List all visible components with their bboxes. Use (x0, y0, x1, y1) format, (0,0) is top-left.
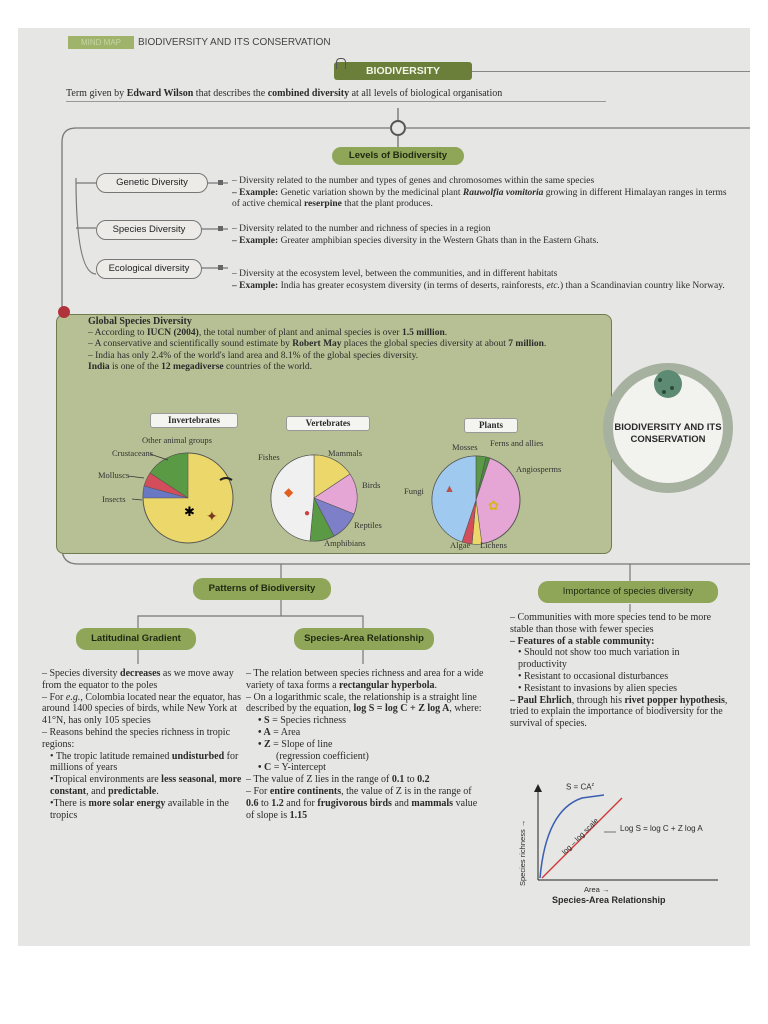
species-area-graph (512, 780, 732, 900)
sa-line-label: log – log scale (560, 816, 601, 857)
vertebrates-header: Vertebrates (286, 416, 370, 431)
plant-label-mosses: Mosses (452, 442, 478, 452)
plant-label-angiosperms: Angiosperms (516, 464, 562, 474)
patterns-pill: Patterns of Biodiversity (193, 578, 331, 600)
butterfly-icon: ✦ (206, 510, 218, 525)
sa-equation-label: Log S = log C + Z log A (620, 824, 703, 833)
vert-label-amphibians: Amphibians (324, 538, 366, 548)
species-diversity-text: – Diversity related to the number and richness of species in a region – Example: Greater amphibian species diversity in the Western Ghats than in the Eastern Ghats. (232, 224, 599, 246)
page-sheet (18, 28, 750, 946)
inv-label-other: Other animal groups (142, 435, 212, 445)
inv-label-insects: Insects (102, 494, 126, 504)
mind-map-tag: MIND MAP (68, 36, 134, 49)
species-area-text: – The relation between species richness and area for a wide variety of taxa forms a rectangular hyperbola. – On a logarithmic scale, the relationship is a straight line described by the equation, log S = log C + Z log A, where: • S = Species richness • A = Area • Z = Slope of line (regression coefficient) • C = Y-intercept – The value of Z lies in the range of 0.1 to 0.2 – For entire continents, the value of Z is in the range of 0.6 to 1.2 and for frugivorous birds and mammals value of slope is 1.15 (246, 668, 484, 821)
importance-pill: Importance of species diversity (538, 581, 718, 603)
invertebrates-header: Invertebrates (150, 413, 238, 428)
sa-ylabel: Species richness → (518, 819, 527, 886)
side-badge-text: BIODIVERSITY AND ITS CONSERVATION (614, 422, 722, 445)
plants-pie (426, 450, 526, 550)
plant-label-algae: Algae (450, 540, 471, 550)
species-area-pill: Species-Area Relationship (294, 628, 434, 650)
vert-label-fishes: Fishes (258, 452, 280, 462)
genetic-diversity-label: Genetic Diversity (96, 173, 208, 193)
latitudinal-text: – Species diversity decreases as we move away from the equator to the poles – For e.g., Colombia located near the equator, has around 1400 species of birds, while New York at 41°N, has only 105 species – Reasons behind the species richness in tropic regions: • The tropic latitude remained undisturbed for millions of years •Tropical environments are less seasonal, more constant, and predictable. •There is more solar energy available in the tropics (42, 668, 242, 821)
sa-caption: Species-Area Relationship (552, 895, 666, 905)
levels-pill: Levels of Biodiversity (332, 147, 464, 165)
importance-text: – Communities with more species tend to be more stable than those with fewer species – Features of a stable community: • Should not show too much variation in productivity • Resistant to occasional disturbances • Resistant to invasions by alien species – Paul Ehrlich, through his rivet popper hypothesis, tried to explain the importance of biodiversity for the survival of species. (510, 612, 728, 730)
inv-label-crustaceans: Crustaceans (112, 448, 154, 458)
fish-icon: ◆ (284, 485, 294, 499)
latitudinal-pill: Latitudinal Gradient (76, 628, 196, 650)
chapter-title: BIODIVERSITY AND ITS CONSERVATION (138, 37, 331, 48)
plants-header: Plants (464, 418, 518, 433)
sa-curve-label: $S = CA^z$ (566, 782, 595, 792)
beetle-icon: ✱ (184, 504, 195, 519)
ecological-diversity-text: – Diversity at the ecosystem level, between the communities, and in different habitats – Example: India has greater ecosystem diversity (in terms of deserts, rainforests, etc.) than a Scandinavian country like Norway. (232, 269, 725, 291)
vert-label-mammals: Mammals (328, 448, 362, 458)
species-diversity-label: Species Diversity (96, 220, 202, 240)
vert-label-reptiles: Reptiles (354, 520, 382, 530)
mushroom-icon: ▲ (444, 483, 455, 495)
inv-label-molluscs: Molluscs (98, 470, 130, 480)
plant-label-ferns: Ferns and allies (490, 438, 544, 448)
flower-icon: ✿ (488, 498, 499, 513)
fish-2-icon: ● (304, 508, 311, 519)
vertebrates-pie (264, 448, 364, 548)
definition-text: Term given by Edward Wilson that describes the combined diversity at all levels of biological organisation (66, 88, 503, 99)
genetic-diversity-text: – Diversity related to the number and types of genes and chromosomes within the same species – Example: Genetic variation shown by the medicinal plant Rauwolfia vomitoria growing in different Himalayan ranges in terms of active chemical reserpine that the plant produces. (232, 176, 727, 209)
global-species-text: Global Species Diversity – According to IUCN (2004), the total number of plant and animal species is over 1.5 million. – A conservative and scientifically sound estimate by Robert May places the global species diversity at about 7 million. – India has only 2.4% of the world's land area and 8.1% of the global species diversity. India is one of the 12 megadiverse countries of the world. (88, 316, 547, 372)
sa-xlabel: Area → (584, 885, 610, 894)
plant-label-fungi: Fungi (404, 486, 424, 496)
ecological-diversity-label: Ecological diversity (96, 259, 202, 279)
biodiversity-banner: BIODIVERSITY (334, 62, 472, 80)
plant-label-lichens: Lichens (480, 540, 507, 550)
vert-label-birds: Birds (362, 480, 381, 490)
